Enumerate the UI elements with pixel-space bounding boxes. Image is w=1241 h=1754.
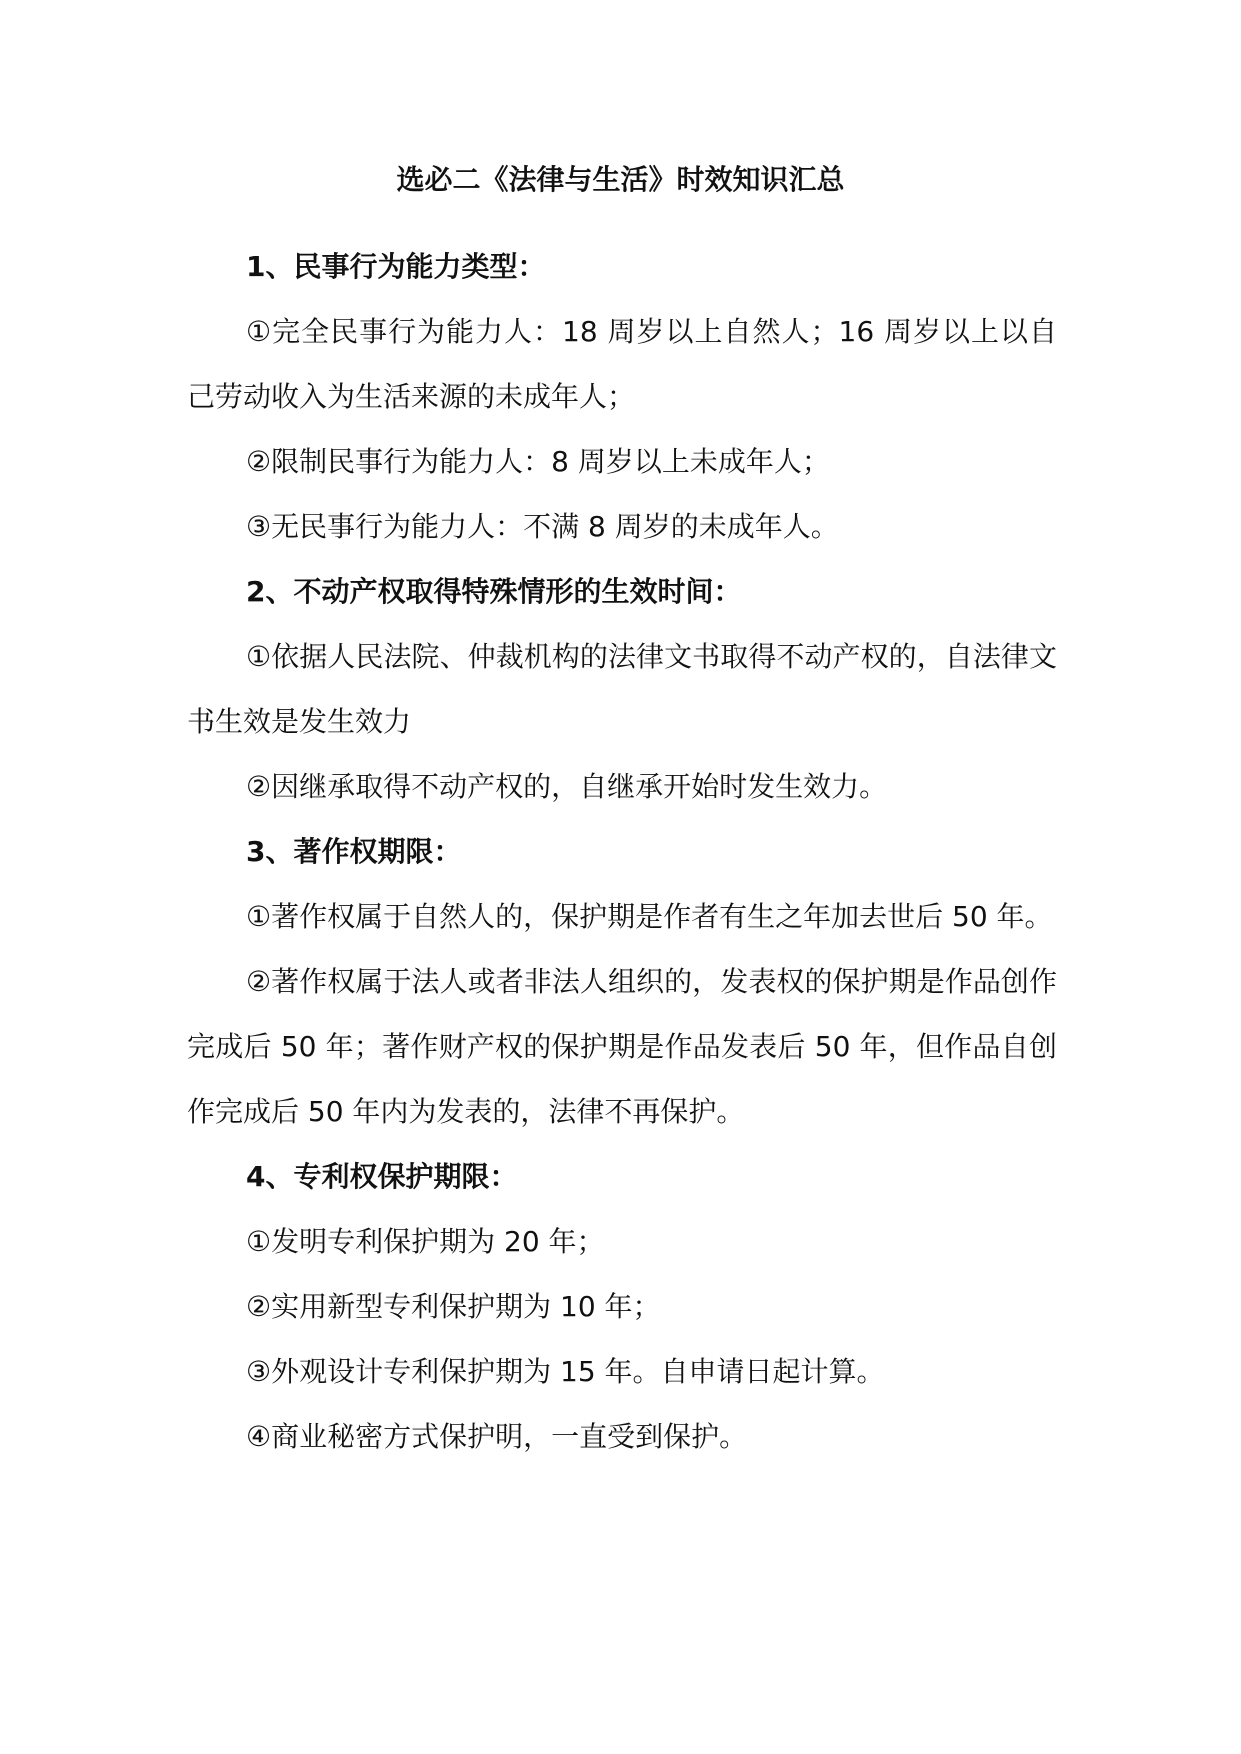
document-title: 选必二《法律与生活》时效知识汇总 xyxy=(396,163,845,196)
paragraph-trade-secret: ④商业秘密方式保护明，一直受到保护。 xyxy=(246,1420,748,1453)
section-heading-patent: 4、专利权保护期限： xyxy=(246,1160,518,1193)
section-heading-copyright: 3、著作权期限： xyxy=(246,835,462,868)
section-heading-civil-capacity: 1、民事行为能力类型： xyxy=(246,250,546,283)
paragraph-limited-capacity: ②限制民事行为能力人：8 周岁以上未成年人； xyxy=(246,445,830,478)
paragraph-no-capacity: ③无民事行为能力人：不满 8 周岁的未成年人。 xyxy=(246,510,839,543)
paragraph-full-capacity: ①完全民事行为能力人：18 周岁以上自然人；16 周岁以上以自己劳动收入为生活来源的未成年人； xyxy=(187,315,1057,413)
paragraph-copyright-natural-person: ①著作权属于自然人的，保护期是作者有生之年加去世后 50 年。 xyxy=(246,900,1053,933)
paragraph-court-documents: ①依据人民法院、仲裁机构的法律文书取得不动产权的，自法律文书生效是发生效力 xyxy=(187,640,1057,738)
paragraph-utility-model-patent: ②实用新型专利保护期为 10 年； xyxy=(246,1290,661,1323)
paragraph-design-patent: ③外观设计专利保护期为 15 年。自申请日起计算。 xyxy=(246,1355,885,1388)
section-heading-real-property: 2、不动产权取得特殊情形的生效时间： xyxy=(246,575,742,608)
document-body xyxy=(187,234,1057,1469)
paragraph-inheritance: ②因继承取得不动产权的，自继承开始时发生效力。 xyxy=(246,770,888,803)
paragraph-invention-patent: ①发明专利保护期为 20 年； xyxy=(246,1225,605,1258)
paragraph-copyright-legal-person: ②著作权属于法人或者非法人组织的，发表权的保护期是作品创作完成后 50 年；著作财产权的保护期是作品发表后 50 年，但作品自创作完成后 50 年内为发表的，法律不再保护。 xyxy=(187,965,1057,1128)
